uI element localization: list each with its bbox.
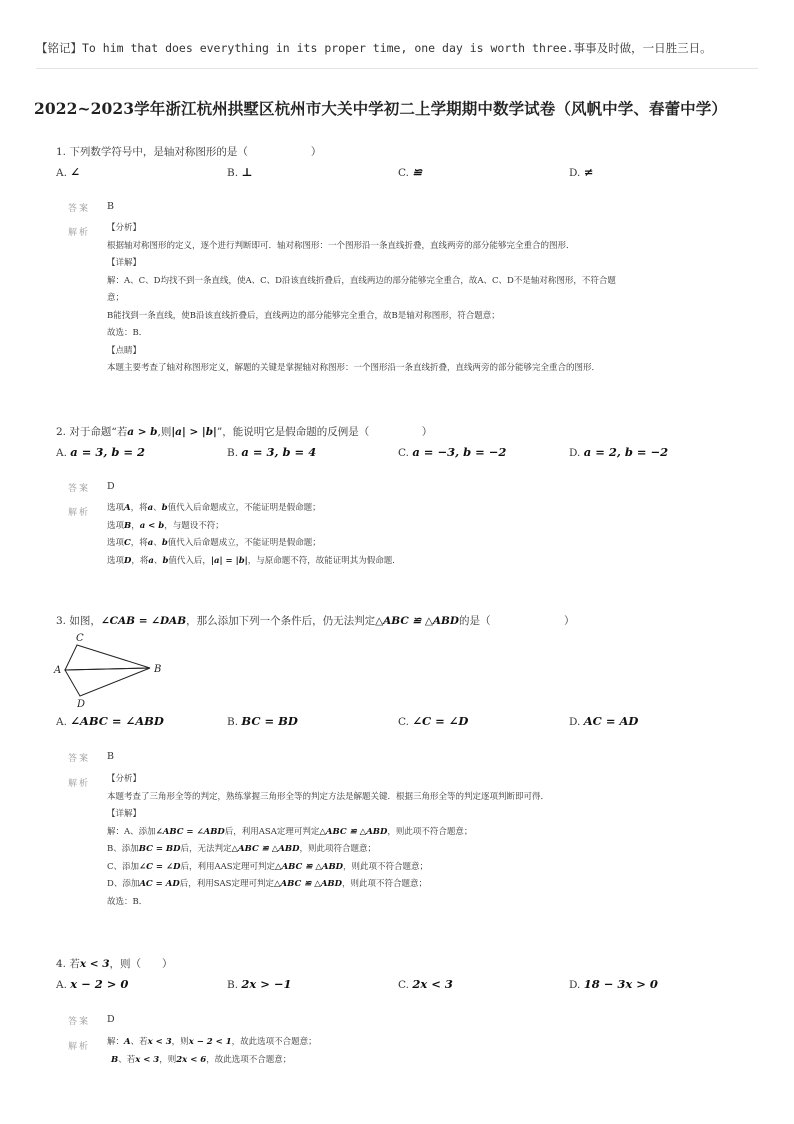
- q2-option-c: C. a = −3, b = −2: [398, 445, 507, 459]
- q3-option-a: A. ∠ABC = ∠ABD: [56, 714, 164, 728]
- stem-math: x < 3: [79, 958, 110, 970]
- q4-option-d-text: 18 − 3x > 0: [583, 977, 658, 991]
- q4-option-a-text: x − 2 > 0: [70, 977, 129, 991]
- stem-text: ，那么添加下列一个条件后，仍无法判定: [186, 615, 376, 627]
- stem-text: 3. 如图，: [56, 615, 101, 627]
- q2-option-d-text: a = 2, b = −2: [583, 445, 669, 459]
- q2-option-a: A. a = 3, b = 2: [56, 445, 146, 459]
- q1-option-c: C. ≌: [398, 165, 422, 179]
- q3-option-b-text: BC = BD: [241, 714, 298, 728]
- q4-option-b-text: 2x > −1: [241, 977, 292, 991]
- q3-option-c-text: ∠C = ∠D: [412, 714, 469, 728]
- analysis-line: 【点睛】: [107, 345, 142, 356]
- analysis-line: B、添加BC = BD后，无法判定△ABC ≌ △ABD，则此项符合题意；: [107, 844, 376, 854]
- point-label-c: C: [76, 633, 84, 644]
- kite-figure: [50, 630, 170, 710]
- q3-answer-label: 答案: [68, 754, 91, 764]
- q4-option-c-text: 2x < 3: [412, 977, 453, 991]
- stem-math: a > b: [127, 426, 158, 438]
- exam-title: 2022~2023学年浙江杭州拱墅区杭州市大关中学初二上学期期中数学试卷（风帆中学、春蕾中学）: [34, 99, 727, 118]
- q2-option-b-text: a = 3, b = 4: [241, 445, 317, 459]
- analysis-line: 本题主要考查了轴对称图形定义，解题的关键是掌握轴对称图形：一个图形沿一条直线折叠，直线两旁的部分能够完全重合的图形．: [107, 363, 601, 373]
- analysis-line: 故选：B．: [107, 896, 148, 907]
- q3-option-c: C. ∠C = ∠D: [398, 714, 469, 728]
- motto-line: 【铭记】To him that does everything in its proper time, one day is worth three.事事及时做，一日胜三日。: [36, 41, 712, 55]
- analysis-line: 选项D，将a、b值代入后，|a| = |b|，与原命题不符，故能证明其为假命题．: [107, 555, 401, 566]
- q3-option-d-text: AC = AD: [583, 714, 639, 728]
- analysis-line: D、添加AC = AD后，利用SAS定理可判定△ABC ≌ △ABD，则此项不符合题意；: [107, 879, 427, 889]
- stem-text: 的是（ ）: [459, 615, 575, 627]
- stem-math: ∠CAB = ∠DAB: [100, 615, 187, 627]
- q1-analysis-label: 解析: [68, 228, 91, 238]
- question-4-stem: [56, 956, 173, 971]
- analysis-line: 【分析】: [107, 223, 142, 233]
- q4-analysis-label: 解析: [68, 1042, 91, 1052]
- analysis-line: 意；: [107, 293, 125, 303]
- q2-option-a-text: a = 3, b = 2: [70, 445, 146, 459]
- point-label-a: A: [54, 665, 62, 676]
- analysis-line: 本题考查了三角形全等的判定，熟练掌握三角形全等的判定方法是解题关键．根据三角形全等的判定逐项判断即可得．: [107, 791, 550, 802]
- analysis-line: 解：A、C、D均找不到一条直线，使A、C、D沿该直线折叠后，直线两边的部分能够完全重合，故A、C、D不是轴对称图形，不符合题: [107, 275, 616, 286]
- q2-analysis-label: 解析: [68, 508, 91, 518]
- stem-text: ,则: [157, 426, 172, 438]
- stem-text: 2. 对于命题“若: [56, 426, 128, 438]
- q3-option-d: D. AC = AD: [569, 714, 639, 728]
- question-2-stem: [56, 424, 432, 439]
- triangle-abc: [65, 645, 150, 670]
- analysis-line: 故选：B．: [107, 328, 148, 338]
- analysis-line: C、添加∠C = ∠D后，利用AAS定理可判定△ABC ≌ △ABD，则此项不符合题意；: [107, 861, 429, 872]
- q1-option-b: B. ⊥: [227, 165, 253, 179]
- analysis-line: 【详解】: [107, 258, 142, 268]
- question-3-stem: [56, 613, 575, 628]
- analysis-line: B、若x < 3，则2x < 6，故此选项不合题意；: [111, 1054, 292, 1065]
- q4-answer-label: 答案: [68, 1017, 91, 1027]
- q2-analysis-body: [107, 500, 401, 570]
- q2-answer-label: 答案: [68, 484, 91, 494]
- point-label-d: D: [77, 699, 86, 710]
- q1-option-a-text: ∠: [70, 165, 80, 179]
- q1-option-c-text: ≌: [412, 165, 422, 179]
- q4-option-d: D. 18 − 3x > 0: [569, 977, 658, 991]
- q1-answer-label: 答案: [68, 204, 91, 214]
- stem-text: 4. 若: [56, 958, 80, 970]
- q3-analysis-label: 解析: [68, 779, 91, 789]
- q2-answer-value: D: [107, 481, 115, 492]
- q3-answer-value: B: [107, 751, 114, 762]
- q1-analysis-body: [107, 220, 616, 378]
- q3-analysis-body: [107, 771, 549, 911]
- stem-math: |a| > |b|: [171, 426, 217, 438]
- stem-text: ”，能说明它是假命题的反例是（ ）: [216, 426, 433, 438]
- q1-option-d-text: ≠: [583, 165, 594, 179]
- q4-answer-value: D: [107, 1014, 115, 1025]
- analysis-line: 【详解】: [107, 809, 142, 819]
- q4-analysis-body: [107, 1034, 317, 1069]
- header-divider: [36, 68, 758, 69]
- analysis-line: 根据轴对称图形的定义，逐个进行判断即可．轴对称图形：一个图形沿一条直线折叠，直线两旁的部分能够完全重合的图形．: [107, 240, 575, 251]
- stem-math: △ABC ≌ △ABD: [375, 615, 460, 627]
- q1-option-d: D. ≠: [569, 165, 594, 179]
- q1-option-a: A. ∠: [56, 165, 80, 179]
- point-label-b: B: [154, 664, 162, 675]
- q2-option-d: D. a = 2, b = −2: [569, 445, 669, 459]
- analysis-line: 解：A、若x < 3，则x − 2 < 1，故此选项不合题意；: [107, 1037, 317, 1047]
- q3-option-b: B. BC = BD: [227, 714, 298, 728]
- analysis-line: 选项C，将a、b值代入后命题成立，不能证明是假命题；: [107, 538, 321, 548]
- q4-option-b: B. 2x > −1: [227, 977, 292, 991]
- analysis-line: 解：A、添加∠ABC = ∠ABD后，利用ASA定理可判定△ABC ≌ △ABD，则此项不符合题意；: [107, 826, 473, 837]
- q1-option-b-text: ⊥: [241, 165, 253, 179]
- question-1-stem: 1. 下列数学符号中，是轴对称图形的是（ ）: [56, 146, 322, 158]
- q3-option-a-text: ∠ABC = ∠ABD: [70, 714, 164, 728]
- q4-option-a: A. x − 2 > 0: [56, 977, 129, 991]
- q2-option-c-text: a = −3, b = −2: [412, 445, 507, 459]
- analysis-line: 选项B，a < b，与题设不符；: [107, 520, 224, 531]
- q2-option-b: B. a = 3, b = 4: [227, 445, 317, 459]
- q1-answer-value: B: [107, 201, 114, 212]
- analysis-line: B能找到一条直线，使B沿该直线折叠后，直线两边的部分能够完全重合，故B是轴对称图形，符合题意；: [107, 310, 500, 321]
- analysis-line: 选项A，将a、b值代入后命题成立，不能证明是假命题；: [107, 503, 321, 513]
- triangle-abd: [65, 668, 150, 696]
- analysis-line: 【分析】: [107, 774, 142, 784]
- stem-text: ，则（ ）: [109, 958, 173, 970]
- q4-option-c: C. 2x < 3: [398, 977, 453, 991]
